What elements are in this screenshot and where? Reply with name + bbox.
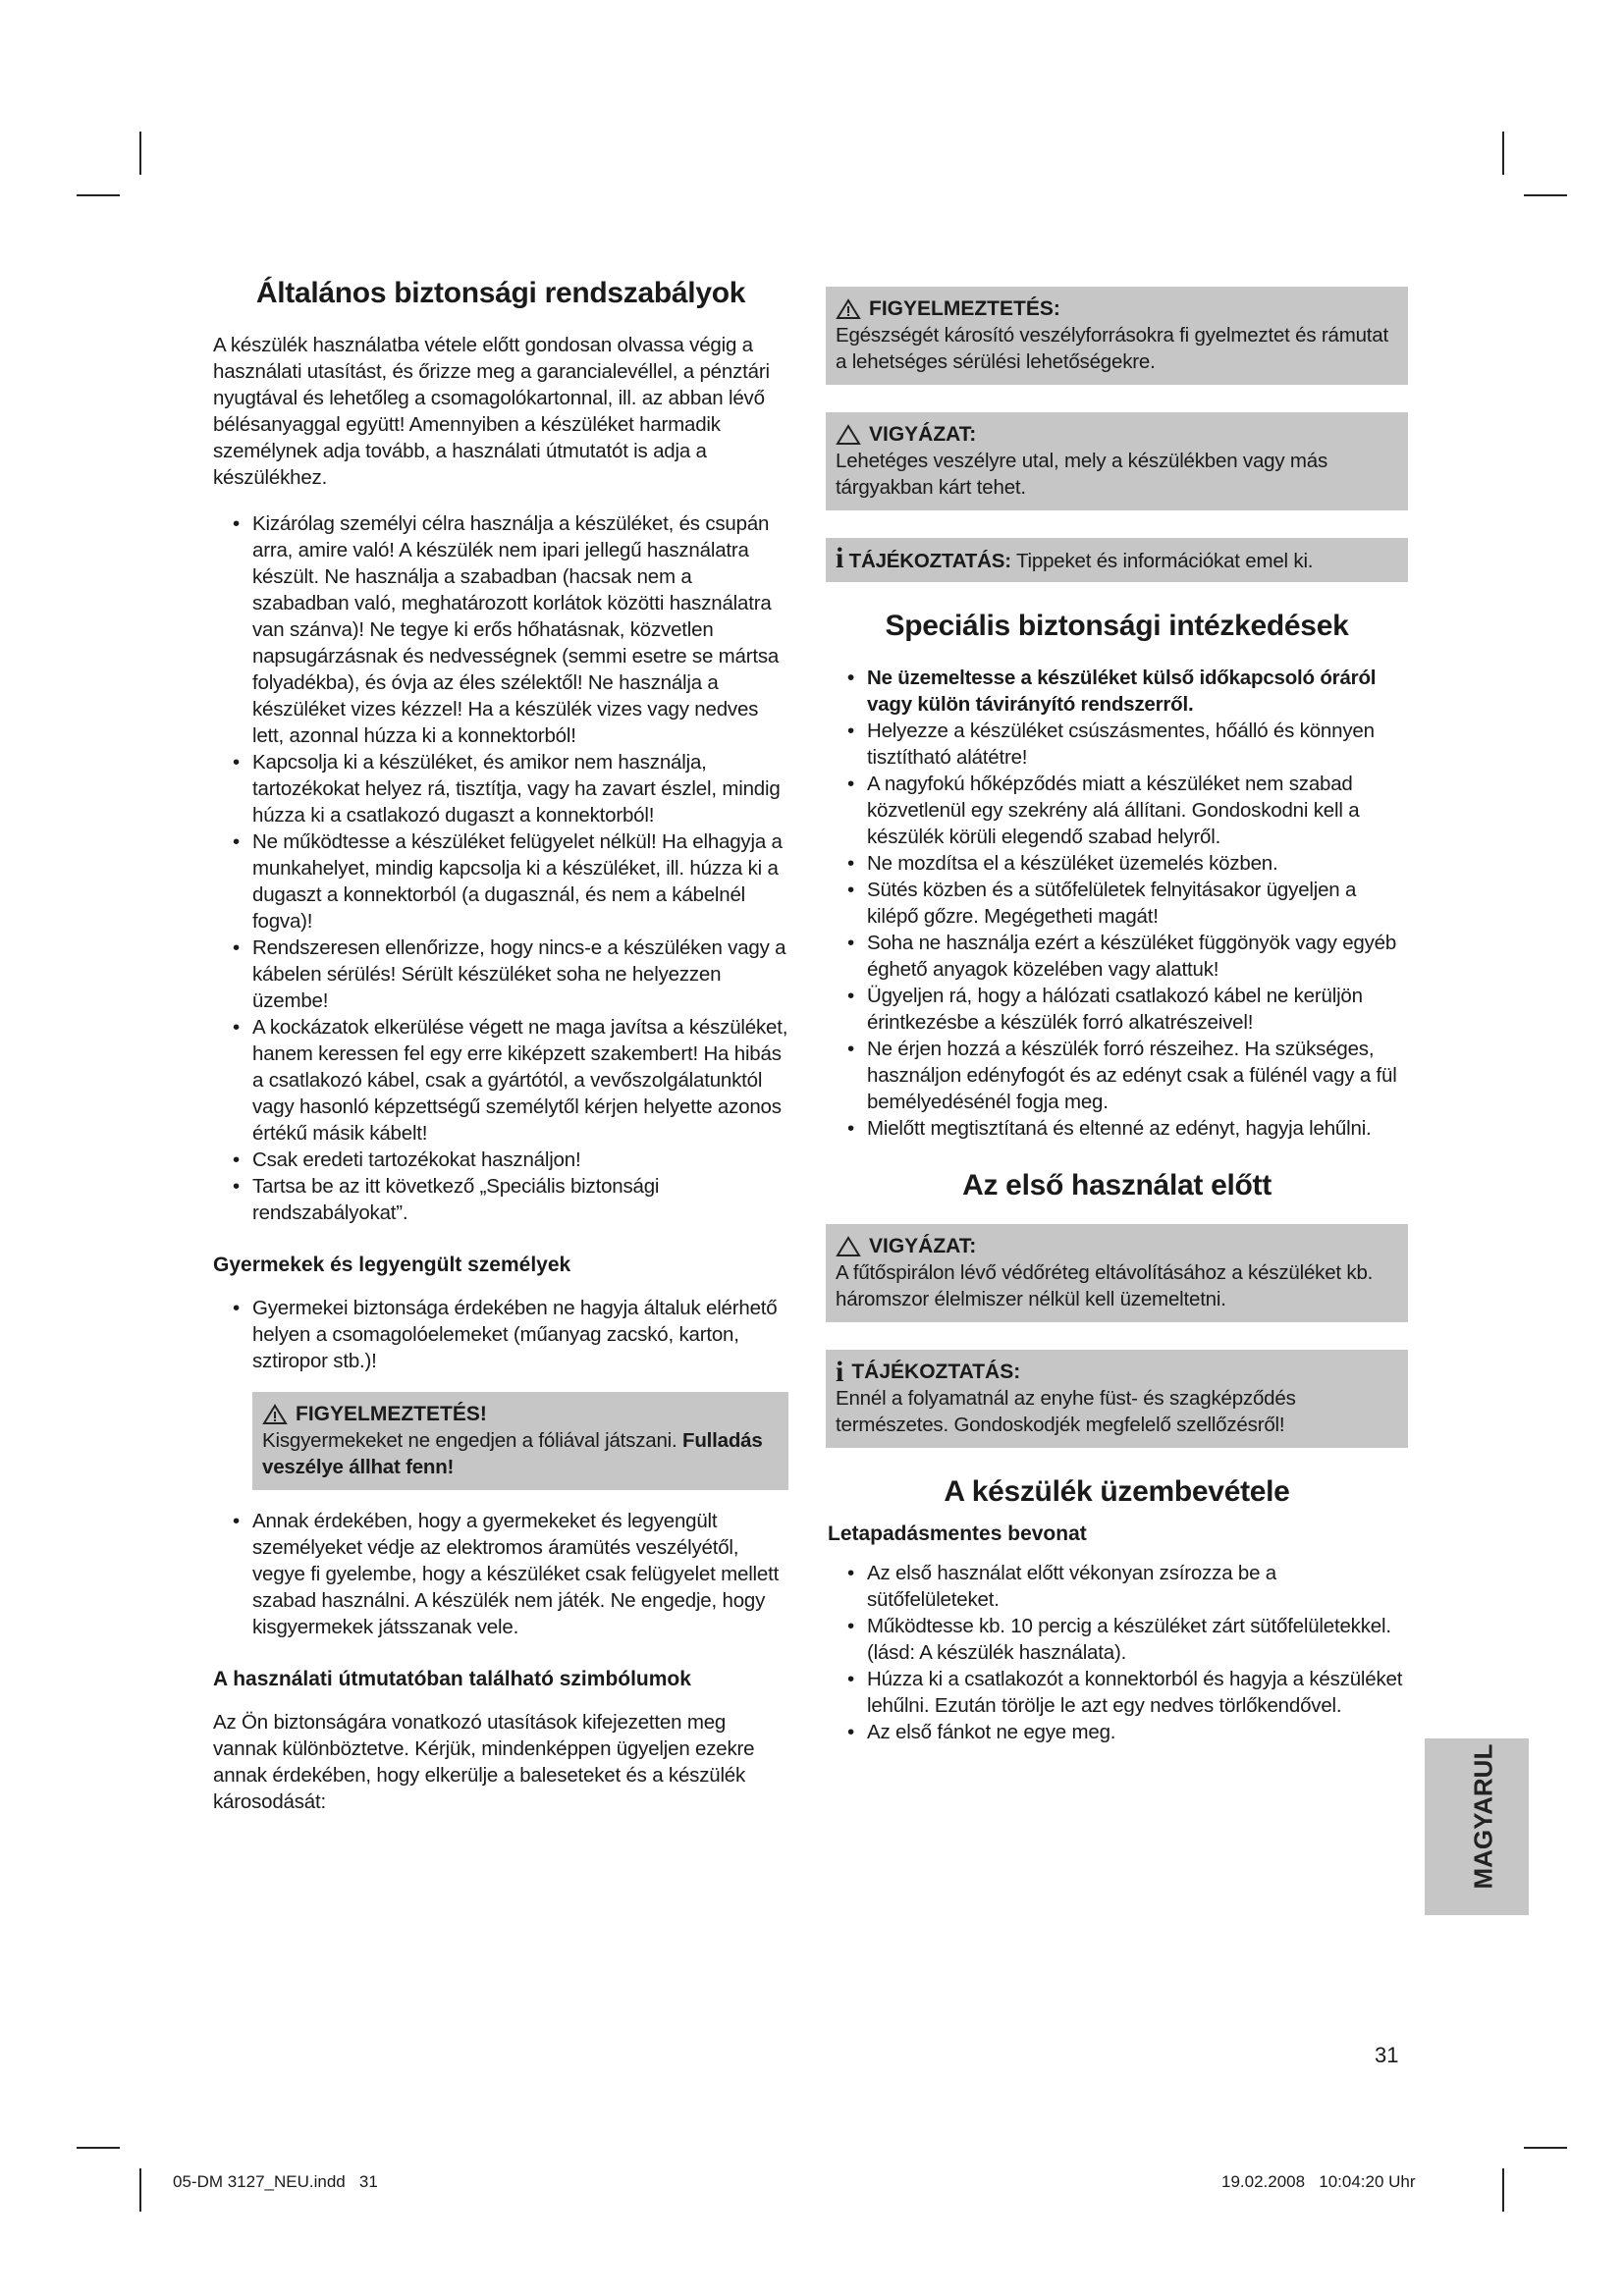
symbols-heading: A használati útmutatóban található szimbólumok xyxy=(213,1668,691,1690)
list-item: • Mielőtt megtisztítaná és eltenné az edényt, hagyja lehűlni. xyxy=(828,1115,1406,1142)
right-column xyxy=(828,287,1406,1773)
box-text: A fűtőspirálon lévő védőréteg eltávolításához a készüléket kb. háromszor élelmiszer nélkül kell üzemeltetni. xyxy=(836,1261,1374,1310)
startup-title: A készülék üzembevétele xyxy=(944,1475,1290,1508)
crop-mark xyxy=(1502,132,1504,175)
caution-triangle-icon xyxy=(836,424,861,446)
box-title: TÁJÉKOZTATÁS: xyxy=(851,1361,1021,1383)
warning-text xyxy=(262,1427,779,1480)
box-text: Lehetéges veszélyre utal, mely a készülékben vagy más tárgyakban kárt tehet. xyxy=(836,450,1328,499)
list-item: • Húzza ki a csatlakozót a konnektorból és hagyja a készüléket lehűlni. Ezután törölje le azt egy nedves törlőkendővel. xyxy=(828,1666,1406,1719)
language-tab-label: MAGYARUL xyxy=(1468,1743,1498,1890)
left-column xyxy=(213,277,788,1835)
list-item: • Ne érjen hozzá a készülék forró részeihez. Ha szükséges, használjon edényfogót és az edényt csak a fülénél vagy a fül bemélyedésénél fogja meg. xyxy=(828,1036,1406,1115)
intro-paragraph: A készülék használatba vétele előtt gondosan olvassa végig a használati utasítást, és őrizze meg a garancialevéllel, a pénztári nyugtával és lehetőleg a csomagolókartonnal, ill. az abban lévő bélésanyaggal együtt! Amennyiben a készüléket harmadik személynek adja tovább, a használati útmutatót is adja a készülékhez. xyxy=(213,334,770,489)
warning-box xyxy=(252,1392,788,1490)
box-title-row xyxy=(836,1234,1398,1259)
list-item: • A kockázatok elkerülése végett ne maga javítsa a készüléket, hanem keressen fel egy erre kiképzett szakembert! Ha hibás a csatlakozó kábel, csak a gyártótól, a vevőszolgálatunktól vagy hasonló képzettségű személytől kérjen helyette azonos értékű másik kábelt! xyxy=(213,1014,788,1147)
crop-mark xyxy=(1502,2168,1504,2212)
list-item: • Ne mozdítsa el a készüléket üzemelés közben. xyxy=(828,850,1406,877)
warning-text-bold: Fulladás veszélye állhat fenn! xyxy=(262,1429,763,1478)
list-item: • Rendszeresen ellenőrizze, hogy nincs-e a készüléken vagy a kábelen sérülés! Sérült készüléket soha ne helyezzen üzembe! xyxy=(213,934,788,1014)
page-number: 31 xyxy=(1375,2043,1399,2067)
box-title-row xyxy=(836,296,1398,322)
list-item: • Gyermekei biztonsága érdekében ne hagyja általuk elérhető helyen a csomagolóelemeket (műanyag zacskó, karton, sztiropor stb.)! xyxy=(213,1295,788,1374)
box-title: VIGYÁZAT: xyxy=(869,423,977,446)
list-item: • Csak eredeti tartozékokat használjon! xyxy=(213,1147,788,1173)
list-item: • Sütés közben és a sütőfelületek felnyitásakor ügyeljen a kilépő gőzre. Megégetheti magát! xyxy=(828,877,1406,930)
children-bullets-2 xyxy=(213,1508,788,1640)
box-title-row xyxy=(836,1356,1398,1388)
info-icon: i xyxy=(836,1356,844,1388)
warning-title-row xyxy=(262,1402,779,1427)
general-bullets xyxy=(213,510,788,1226)
warning-triangle-icon xyxy=(262,1404,288,1425)
first-use-title: Az első használat előtt xyxy=(962,1169,1272,1201)
caution-triangle-icon xyxy=(836,1236,861,1257)
general-safety-title: Általános biztonsági rendszabályok xyxy=(255,277,746,309)
list-item: • Soha ne használja ezért a készüléket függönyök vagy egyéb éghető anyagok közelében vagy alattuk! xyxy=(828,930,1406,983)
crop-mark xyxy=(77,194,120,196)
footer-timestamp: 19.02.2008 10:04:20 Uhr xyxy=(1221,2172,1416,2191)
box-text: Tippeket és információkat emel ki. xyxy=(1010,550,1314,572)
crop-mark xyxy=(1524,2147,1567,2149)
list-item: • Kapcsolja ki a készüléket, és amikor nem használja, tartozékokat helyez rá, tisztítja, vagy ha zavart észlel, mindig húzza ki a csatlakozó dugaszt a konnektorból! xyxy=(213,749,788,828)
first-use-caution-box xyxy=(826,1224,1408,1322)
box-text: Ennél a folyamatnál az enyhe füst- és szagképződés természetes. Gondoskodjék megfelelő szellőzésről! xyxy=(836,1387,1296,1436)
startup-bullets xyxy=(828,1560,1406,1745)
coating-heading: Letapadásmentes bevonat xyxy=(828,1522,1087,1545)
first-use-info-box xyxy=(826,1350,1408,1448)
list-item: • Működtesse kb. 10 percig a készüléket zárt sütőfelületekkel. (lásd: A készülék használata). xyxy=(828,1613,1406,1666)
info-row xyxy=(836,542,1398,574)
box-title-row xyxy=(836,422,1398,448)
list-item: • A nagyfokú hőképződés miatt a készüléket nem szabad közvetlenül egy szekrény alá állítani. Gondoskodni kell a készülék körüli elegendő szabad helyről. xyxy=(828,771,1406,850)
list-item: • Az első fánkot ne egye meg. xyxy=(828,1719,1406,1745)
list-item: • Az első használat előtt vékonyan zsírozza be a sütőfelületeket. xyxy=(828,1560,1406,1613)
list-item: • Tartsa be az itt következő „Speciális biztonsági rendszabályokat”. xyxy=(213,1173,788,1226)
special-safety-title: Speciális biztonsági intézkedések xyxy=(885,610,1349,642)
info-symbol-box xyxy=(826,538,1408,582)
list-item: • Helyezze a készüléket csúszásmentes, hőálló és könnyen tisztítható alátétre! xyxy=(828,718,1406,771)
box-title: TÁJÉKOZTATÁS: xyxy=(848,550,1011,572)
warning-title: FIGYELMEZTETÉS! xyxy=(296,1403,487,1425)
box-title: FIGYELMEZTETÉS: xyxy=(869,297,1060,320)
list-item: • Ne üzemeltesse a készüléket külső időkapcsoló óráról vagy külön távirányító rendszerről. xyxy=(828,665,1406,718)
list-item: • Annak érdekében, hogy a gyermekeket és legyengült személyeket védje az elektromos áramütés veszélyétől, vegye fi gyelembe, hogy a készüléket csak felügyelet mellett szabad használni. A készülék nem játék. Ne engedje, hogy kisgyermekek játsszanak vele. xyxy=(213,1508,788,1640)
footer-file-name: 05-DM 3127_NEU.indd 31 xyxy=(173,2172,378,2191)
crop-mark xyxy=(139,132,141,175)
list-item: • Ne működtesse a készüléket felügyelet nélkül! Ha elhagyja a munkahelyet, mindig kapcsolja ki a készüléket, ill. húzza ki a dugaszt a konnektorból (a dugasznál, és nem a kábelnél fogva)! xyxy=(213,828,788,934)
box-title: VIGYÁZAT: xyxy=(869,1235,977,1257)
caution-symbol-box xyxy=(826,412,1408,510)
symbols-paragraph: Az Ön biztonságára vonatkozó utasítások kifejezetten meg vannak különböztetve. Kérjük, mindenképpen ügyeljen ezekre annak érdekében, hogy elkerülje a baleseteket és a készülék károsodását: xyxy=(213,1711,755,1813)
crop-mark xyxy=(139,2168,141,2212)
info-icon: i xyxy=(836,542,844,574)
warning-triangle-icon xyxy=(836,298,861,320)
children-bullets xyxy=(213,1295,788,1374)
warning-symbol-box xyxy=(826,287,1408,385)
crop-mark xyxy=(77,2147,120,2149)
warning-text-normal: Kisgyermekeket ne engedjen a fóliával játszani. xyxy=(262,1429,682,1452)
list-item: • Ügyeljen rá, hogy a hálózati csatlakozó kábel ne kerüljön érintkezésbe a készülék forró alkatrészeivel! xyxy=(828,983,1406,1036)
special-bullets xyxy=(828,665,1406,1142)
children-heading: Gyermekek és legyengült személyek xyxy=(213,1254,571,1276)
box-text: Egészségét károsító veszélyforrásokra fi gyelmeztet és rámutat a lehetséges sérülési lehetőségekre. xyxy=(836,324,1388,373)
language-tab xyxy=(1425,1738,1529,1915)
list-item: • Kizárólag személyi célra használja a készüléket, és csupán arra, amire való! A készülék nem ipari jellegű használatra készült. Ne használja a szabadban (hacsak nem a szabadban való, meghatározott korlátok közötti használatra van szánva)! Ne tegye ki erős hőhatásnak, közvetlen napsugárzásnak és nedvességnek (semmi esetre se mártsa folyadékba), és óvja az éles szélektől! Ne használja a készüléket vizes kézzel! Ha a készülék vizes vagy nedves lett, azonnal húzza ki a konnektorból! xyxy=(213,510,788,749)
crop-mark xyxy=(1524,194,1567,196)
